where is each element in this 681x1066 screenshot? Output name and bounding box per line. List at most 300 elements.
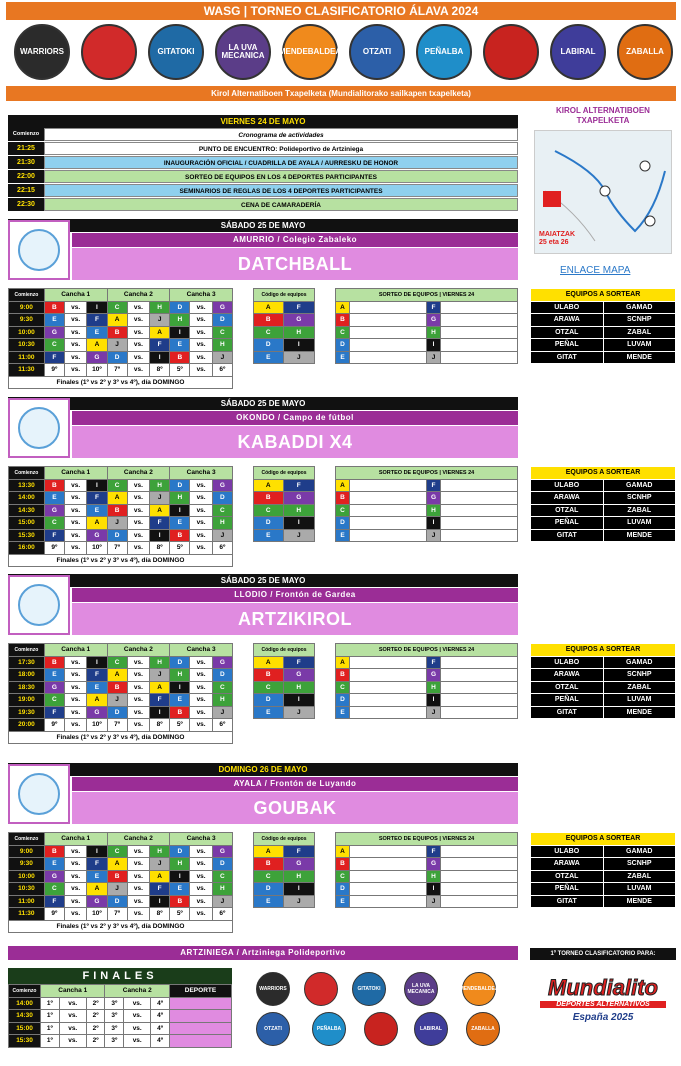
draw-slot[interactable] xyxy=(441,845,518,858)
team-code: C xyxy=(107,301,127,314)
draw-slot[interactable] xyxy=(441,351,518,364)
sport-icon-image xyxy=(18,773,60,815)
match-time: 14:00 xyxy=(9,997,41,1010)
deporte-header: DEPORTE xyxy=(170,985,232,998)
court-header: Cancha 1 xyxy=(41,985,105,998)
draw-code: J xyxy=(427,351,441,364)
team-code: B xyxy=(170,529,190,542)
team-name: GITAT xyxy=(531,895,604,908)
team-code: B xyxy=(170,895,190,908)
vs-label: vs. xyxy=(190,326,212,339)
team-code: A xyxy=(87,883,107,896)
vs-label: vs. xyxy=(190,656,212,669)
team-name: GAMAD xyxy=(603,479,676,492)
court-header: Cancha 2 xyxy=(107,833,170,846)
court-header: Cancha 1 xyxy=(44,833,107,846)
vs-label: vs. xyxy=(190,694,212,707)
draw-table xyxy=(335,832,518,908)
code-cell: H xyxy=(283,870,314,883)
finales-title: FINALES xyxy=(8,968,232,984)
draw-slot[interactable] xyxy=(350,301,427,314)
team-name: GAMAD xyxy=(603,845,676,858)
draw-header: SORTEO DE EQUIPOS | VIERNES 24 xyxy=(336,644,518,657)
schedule-row xyxy=(8,198,518,212)
comienzo-label: Comienzo xyxy=(8,128,44,141)
vs-label: vs. xyxy=(127,517,149,530)
draw-slot[interactable] xyxy=(441,339,518,352)
draw-slot[interactable] xyxy=(441,314,518,327)
table-row xyxy=(9,997,232,1010)
vs-label: vs. xyxy=(59,1010,86,1023)
team-code: H xyxy=(150,479,170,492)
team-logo-small: LA UVA MECANICA xyxy=(404,972,438,1006)
team-code: D xyxy=(107,706,127,719)
finals-note: Finales (1º vs 2º y 3º vs 4º), día DOMINGO xyxy=(9,920,233,933)
sport-day: SÁBADO 25 DE MAYO xyxy=(8,397,518,410)
vs-label: vs. xyxy=(190,908,212,921)
team-code: B xyxy=(44,656,64,669)
team-code: F xyxy=(87,669,107,682)
team-code: C xyxy=(44,883,64,896)
match-time: 10:30 xyxy=(9,339,45,352)
finales-table xyxy=(8,968,232,1048)
draw-slot[interactable] xyxy=(441,895,518,908)
draw-slot[interactable] xyxy=(441,479,518,492)
vs-label: vs. xyxy=(127,908,149,921)
schedule-row xyxy=(8,156,518,170)
table-row xyxy=(9,719,233,732)
draw-slot[interactable] xyxy=(441,681,518,694)
code-cell: B xyxy=(254,669,284,682)
team-code: A xyxy=(87,517,107,530)
code-cell: B xyxy=(254,492,284,505)
team-code: F xyxy=(44,351,64,364)
vs-label: vs. xyxy=(64,858,86,871)
team-name: SCNHP xyxy=(603,492,676,505)
draw-slot[interactable] xyxy=(350,326,427,339)
friday-schedule xyxy=(8,128,518,212)
team-code: J xyxy=(212,351,232,364)
code-cell: C xyxy=(254,681,284,694)
team-name: PEÑAL xyxy=(531,517,604,530)
team-logo-small: OTZATI xyxy=(256,1012,290,1046)
draw-slot[interactable] xyxy=(350,883,427,896)
vs-label: vs. xyxy=(124,997,151,1010)
team-code: C xyxy=(212,504,232,517)
team-code: I xyxy=(150,706,170,719)
team-code: A xyxy=(150,681,170,694)
team-name: PEÑAL xyxy=(531,694,604,707)
table-row xyxy=(9,1035,232,1048)
team-code: H xyxy=(170,314,190,327)
schedule-row xyxy=(8,184,518,198)
map-panel xyxy=(530,104,676,262)
draw-slot[interactable] xyxy=(441,858,518,871)
vs-label: vs. xyxy=(64,719,86,732)
team-logo-small: PEÑALBA xyxy=(312,1012,346,1046)
team-code: B xyxy=(107,504,127,517)
vs-label: vs. xyxy=(64,845,86,858)
place-label: 1º xyxy=(41,1010,60,1023)
place-label: 9º xyxy=(44,719,64,732)
team-code: I xyxy=(87,656,107,669)
code-cell: J xyxy=(283,706,314,719)
draw-slot[interactable] xyxy=(350,314,427,327)
team-name: LUVAM xyxy=(603,883,676,896)
match-table xyxy=(8,643,233,744)
sport-icon xyxy=(8,764,70,824)
team-code: F xyxy=(87,314,107,327)
match-time: 15:00 xyxy=(9,517,45,530)
footer-torneo: 1º TORNEO CLASIFICATORIO PARA: xyxy=(530,948,676,960)
team-code: J xyxy=(107,694,127,707)
friday-title: VIERNES 24 DE MAYO xyxy=(8,115,518,128)
team-code: A xyxy=(107,314,127,327)
vs-label: vs. xyxy=(59,997,86,1010)
draw-code: E xyxy=(336,706,350,719)
code-cell: E xyxy=(254,706,284,719)
draw-code: E xyxy=(336,895,350,908)
draw-slot[interactable] xyxy=(350,504,427,517)
vs-label: vs. xyxy=(64,694,86,707)
code-cell: G xyxy=(283,669,314,682)
draw-code: D xyxy=(336,517,350,530)
team-code: E xyxy=(170,339,190,352)
team-code: E xyxy=(44,492,64,505)
team-code: J xyxy=(150,669,170,682)
draw-slot[interactable] xyxy=(350,479,427,492)
teams-table xyxy=(530,466,676,542)
team-code: C xyxy=(44,339,64,352)
team-name: GITAT xyxy=(531,351,604,364)
brand-name: Mundialito xyxy=(548,975,658,1000)
draw-slot[interactable] xyxy=(441,883,518,896)
draw-slot[interactable] xyxy=(350,895,427,908)
vs-label: vs. xyxy=(127,656,149,669)
draw-slot[interactable] xyxy=(441,301,518,314)
team-code: E xyxy=(87,326,107,339)
vs-label: vs. xyxy=(59,1035,86,1048)
court-header: Cancha 3 xyxy=(170,467,233,480)
match-time: 11:30 xyxy=(9,908,45,921)
match-time: 9:30 xyxy=(9,314,45,327)
vs-label: vs. xyxy=(64,870,86,883)
sport-icon xyxy=(8,220,70,280)
vs-label: vs. xyxy=(124,1010,151,1023)
sport-day: DOMINGO 26 DE MAYO xyxy=(8,763,518,776)
place-label: 2º xyxy=(86,1022,105,1035)
team-code: G xyxy=(87,895,107,908)
code-cell: J xyxy=(283,529,314,542)
code-cell: F xyxy=(283,845,314,858)
draw-slot[interactable] xyxy=(350,656,427,669)
draw-slot[interactable] xyxy=(441,694,518,707)
sport-name: DATCHBALL xyxy=(72,248,518,280)
team-name: ULABO xyxy=(531,845,604,858)
draw-code: B xyxy=(336,858,350,871)
team-code: G xyxy=(44,326,64,339)
vs-label: vs. xyxy=(124,1035,151,1048)
vs-label: vs. xyxy=(64,895,86,908)
place-label: 3º xyxy=(105,1022,124,1035)
place-label: 8º xyxy=(150,542,170,555)
sport-icon xyxy=(8,398,70,458)
team-name: MENDE xyxy=(603,529,676,542)
draw-code: I xyxy=(427,517,441,530)
vs-label: vs. xyxy=(127,669,149,682)
team-logo-small: MENDEBALDEA xyxy=(462,972,496,1006)
vs-label: vs. xyxy=(127,870,149,883)
draw-slot[interactable] xyxy=(441,669,518,682)
draw-code: F xyxy=(427,301,441,314)
code-cell: D xyxy=(254,517,284,530)
team-code: H xyxy=(150,656,170,669)
map-link[interactable]: ENLACE MAPA xyxy=(560,265,631,276)
sport-venue: LLODIO / Frontón de Gardea xyxy=(72,588,518,602)
team-code: D xyxy=(212,858,232,871)
vs-label: vs. xyxy=(190,895,212,908)
team-logo-small: WARRIORS xyxy=(256,972,290,1006)
team-code: E xyxy=(170,694,190,707)
draw-slot[interactable] xyxy=(350,870,427,883)
team-name: OTZAL xyxy=(531,504,604,517)
place-label: 6º xyxy=(212,908,232,921)
vs-label: vs. xyxy=(64,529,86,542)
team-code: J xyxy=(107,517,127,530)
code-cell: F xyxy=(283,301,314,314)
team-code: E xyxy=(170,517,190,530)
vs-label: vs. xyxy=(64,656,86,669)
draw-slot[interactable] xyxy=(441,529,518,542)
team-code: F xyxy=(150,694,170,707)
team-code: F xyxy=(87,858,107,871)
team-code: I xyxy=(87,301,107,314)
draw-code: B xyxy=(336,314,350,327)
vs-label: vs. xyxy=(190,492,212,505)
team-code: F xyxy=(150,517,170,530)
teams-header: EQUIPOS A SORTEAR xyxy=(531,289,676,302)
draw-slot[interactable] xyxy=(350,694,427,707)
vs-label: vs. xyxy=(127,706,149,719)
draw-slot[interactable] xyxy=(441,870,518,883)
team-logo: ZABALLA xyxy=(617,24,673,80)
draw-slot[interactable] xyxy=(350,339,427,352)
team-code: D xyxy=(212,314,232,327)
vs-label: vs. xyxy=(127,504,149,517)
team-logo xyxy=(81,24,137,80)
code-cell: E xyxy=(254,529,284,542)
place-label: 6º xyxy=(212,719,232,732)
draw-code: H xyxy=(427,870,441,883)
team-logo: PEÑALBA xyxy=(416,24,472,80)
code-cell: B xyxy=(254,314,284,327)
team-code: E xyxy=(87,870,107,883)
match-time: 19:00 xyxy=(9,694,45,707)
code-cell: H xyxy=(283,681,314,694)
code-table xyxy=(253,832,315,908)
team-code: D xyxy=(212,669,232,682)
table-row xyxy=(9,895,233,908)
table-row xyxy=(9,694,233,707)
draw-slot[interactable] xyxy=(350,681,427,694)
match-table xyxy=(8,466,233,567)
map-dates: MAIATZAK 25 eta 26 xyxy=(539,231,576,246)
vs-label: vs. xyxy=(190,870,212,883)
team-name: GAMAD xyxy=(603,301,676,314)
draw-slot[interactable] xyxy=(441,492,518,505)
vs-label: vs. xyxy=(64,517,86,530)
sport-icon xyxy=(8,575,70,635)
vs-label: vs. xyxy=(59,1022,86,1035)
draw-slot[interactable] xyxy=(350,351,427,364)
team-code: D xyxy=(107,529,127,542)
team-name: SCNHP xyxy=(603,314,676,327)
team-code: E xyxy=(44,314,64,327)
code-cell: A xyxy=(254,301,284,314)
draw-slot[interactable] xyxy=(350,858,427,871)
place-label: 7º xyxy=(107,542,127,555)
table-row xyxy=(9,517,233,530)
draw-code: C xyxy=(336,870,350,883)
table-row xyxy=(9,883,233,896)
place-label: 6º xyxy=(212,364,232,377)
finals-note: Finales (1º vs 2º y 3º vs 4º), día DOMINGO xyxy=(9,376,233,389)
place-label: 8º xyxy=(150,908,170,921)
vs-label: vs. xyxy=(190,858,212,871)
draw-slot[interactable] xyxy=(350,529,427,542)
team-name: ZABAL xyxy=(603,870,676,883)
team-code: C xyxy=(107,845,127,858)
vs-label: vs. xyxy=(64,314,86,327)
match-time: 10:30 xyxy=(9,883,45,896)
team-name: LUVAM xyxy=(603,694,676,707)
vs-label: vs. xyxy=(190,542,212,555)
vs-label: vs. xyxy=(190,669,212,682)
sport-day: SÁBADO 25 DE MAYO xyxy=(8,574,518,587)
draw-slot[interactable] xyxy=(350,706,427,719)
team-name: ULABO xyxy=(531,301,604,314)
match-time: 13:30 xyxy=(9,479,45,492)
team-logo: GITATOKI xyxy=(148,24,204,80)
team-code: A xyxy=(107,669,127,682)
draw-code: J xyxy=(427,706,441,719)
draw-slot[interactable] xyxy=(350,517,427,530)
draw-slot[interactable] xyxy=(350,492,427,505)
table-row xyxy=(9,492,233,505)
code-header: Código de equipos xyxy=(254,833,315,846)
vs-label: vs. xyxy=(64,301,86,314)
vs-label: vs. xyxy=(127,479,149,492)
team-code: H xyxy=(212,694,232,707)
code-header: Código de equipos xyxy=(254,467,315,480)
team-logo-small: GITATOKI xyxy=(352,972,386,1006)
vs-label: vs. xyxy=(127,351,149,364)
team-code: G xyxy=(212,301,232,314)
code-cell: I xyxy=(283,883,314,896)
draw-code: E xyxy=(336,351,350,364)
sport-venue: AYALA / Frontón de Luyando xyxy=(72,777,518,791)
team-name: ARAWA xyxy=(531,314,604,327)
teams-header: EQUIPOS A SORTEAR xyxy=(531,644,676,657)
team-code: F xyxy=(150,883,170,896)
team-code: I xyxy=(150,351,170,364)
team-code: C xyxy=(107,479,127,492)
code-cell: G xyxy=(283,314,314,327)
team-code: C xyxy=(107,656,127,669)
team-name: SCNHP xyxy=(603,858,676,871)
caption: Cronograma de actividades xyxy=(44,128,518,141)
team-code: H xyxy=(170,492,190,505)
draw-slot[interactable] xyxy=(441,504,518,517)
match-time: 20:00 xyxy=(9,719,45,732)
vs-label: vs. xyxy=(190,706,212,719)
schedule-time: 22:00 xyxy=(8,170,44,183)
table-row xyxy=(9,339,233,352)
vs-label: vs. xyxy=(127,314,149,327)
team-code: A xyxy=(87,339,107,352)
court-header: Cancha 2 xyxy=(105,985,170,998)
team-code: H xyxy=(150,301,170,314)
team-code: E xyxy=(44,858,64,871)
vs-label: vs. xyxy=(64,681,86,694)
team-code: F xyxy=(44,895,64,908)
place-label: 1º xyxy=(41,997,60,1010)
match-time: 17:30 xyxy=(9,656,45,669)
teams-table xyxy=(530,288,676,364)
place-label: 7º xyxy=(107,364,127,377)
schedule-time: 22:30 xyxy=(8,198,44,211)
vs-label: vs. xyxy=(64,908,86,921)
team-code: C xyxy=(212,326,232,339)
vs-label: vs. xyxy=(190,719,212,732)
code-table xyxy=(253,466,315,542)
vs-label: vs. xyxy=(190,301,212,314)
draw-slot[interactable] xyxy=(441,326,518,339)
team-code: B xyxy=(44,479,64,492)
team-code: B xyxy=(44,845,64,858)
draw-code: I xyxy=(427,883,441,896)
team-code: J xyxy=(150,314,170,327)
vs-label: vs. xyxy=(127,326,149,339)
place-label: 8º xyxy=(150,719,170,732)
vs-label: vs. xyxy=(190,517,212,530)
draw-slot[interactable] xyxy=(350,669,427,682)
place-label: 5º xyxy=(170,364,190,377)
draw-slot[interactable] xyxy=(441,517,518,530)
court-header: Cancha 2 xyxy=(107,644,170,657)
place-label: 10º xyxy=(87,542,107,555)
sport-icon-image xyxy=(18,407,60,449)
match-time: 19:30 xyxy=(9,706,45,719)
draw-slot[interactable] xyxy=(441,656,518,669)
draw-slot[interactable] xyxy=(350,845,427,858)
vs-label: vs. xyxy=(64,883,86,896)
team-code: I xyxy=(87,845,107,858)
code-cell: C xyxy=(254,870,284,883)
table-row xyxy=(9,314,233,327)
code-cell: F xyxy=(283,479,314,492)
team-name: ARAWA xyxy=(531,858,604,871)
draw-code: A xyxy=(336,301,350,314)
teams-header: EQUIPOS A SORTEAR xyxy=(531,467,676,480)
team-code: D xyxy=(170,845,190,858)
draw-code: G xyxy=(427,314,441,327)
draw-code: F xyxy=(427,656,441,669)
table-row xyxy=(9,669,233,682)
draw-code: H xyxy=(427,326,441,339)
team-code: J xyxy=(212,895,232,908)
draw-slot[interactable] xyxy=(441,706,518,719)
